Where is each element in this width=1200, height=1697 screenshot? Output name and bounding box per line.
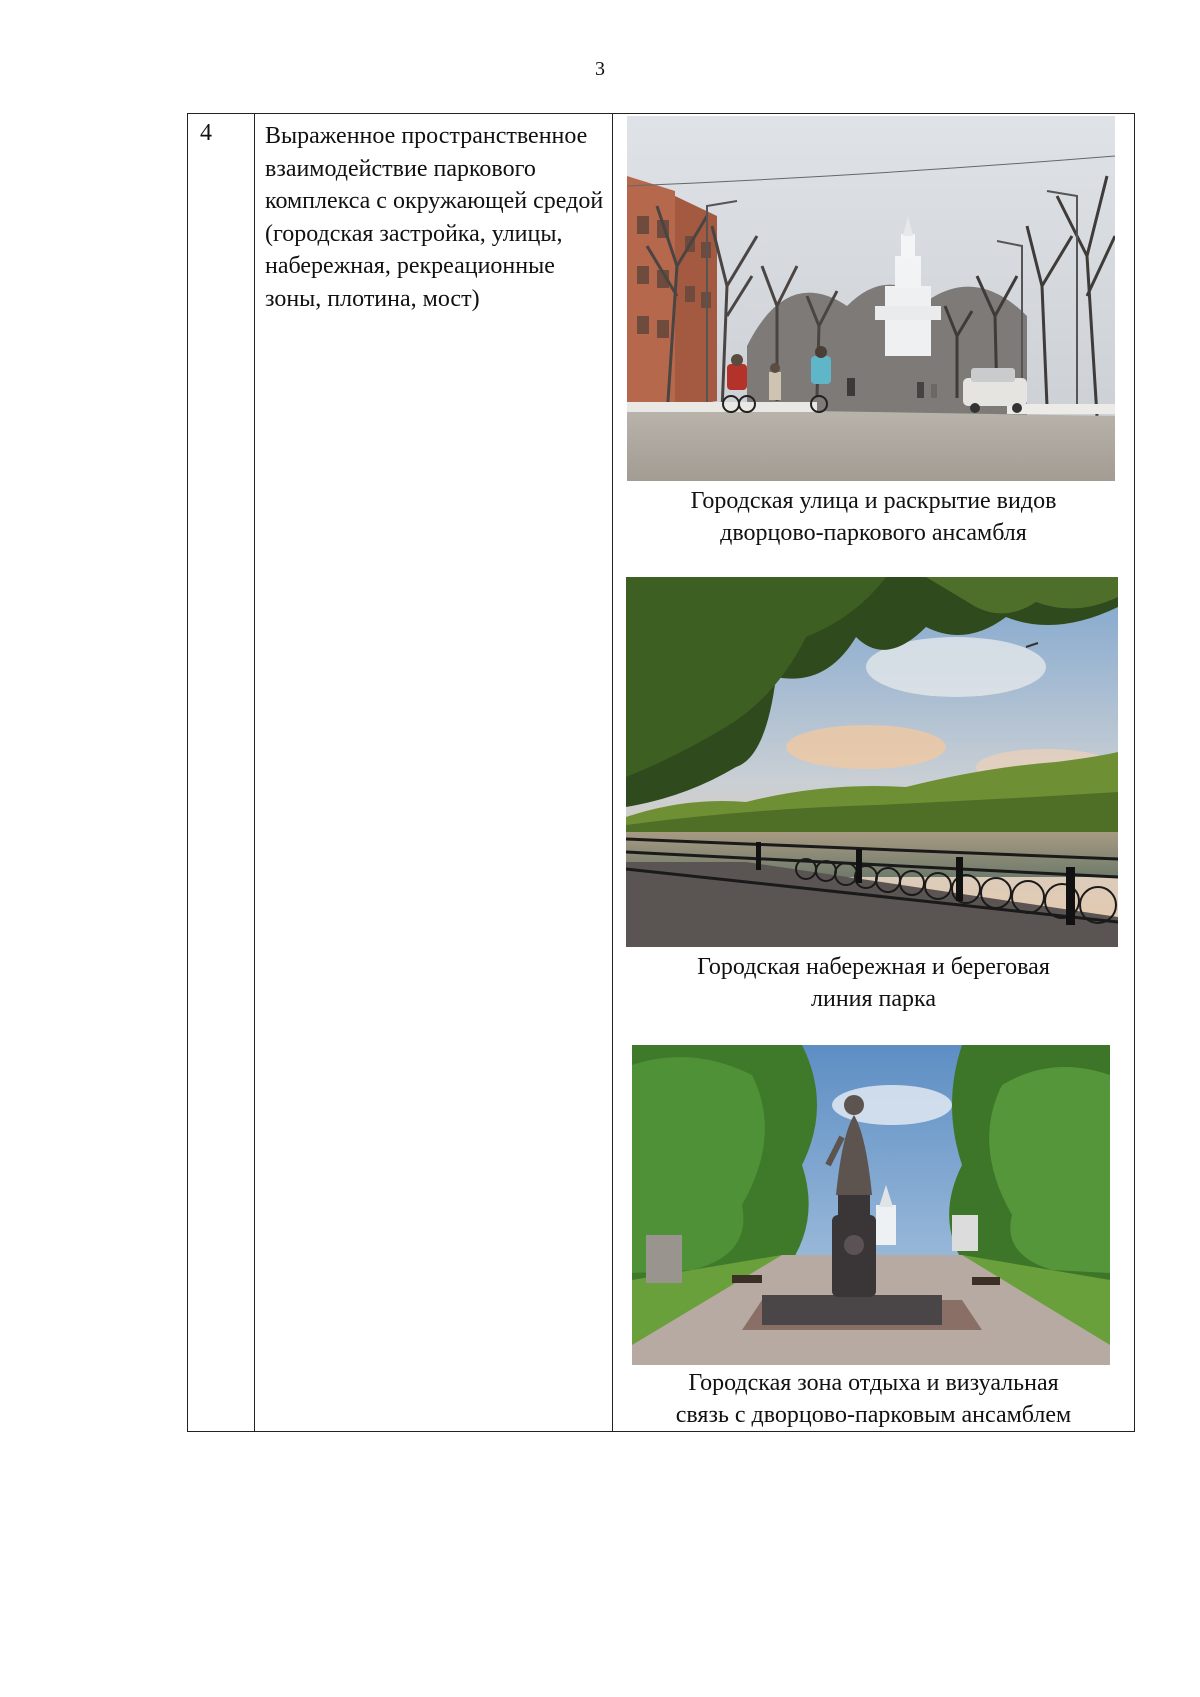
figure-monument [613, 1045, 1134, 1431]
row-number-cell [188, 114, 255, 1432]
monument-photo [632, 1045, 1110, 1365]
figure-street [613, 116, 1134, 549]
figure-caption: Городская набережная и береговая [697, 954, 1050, 980]
document-table [187, 113, 1135, 1432]
figure-caption: связь с дворцово-парковым ансамблем [675, 1402, 1072, 1428]
street-photo [627, 116, 1115, 481]
row-description: Выраженное пространственное взаимодействие паркового комплекса с окружающей средой (городская застройка, улицы, набережная, рекреационные зоны, плотина, мост) [265, 123, 604, 312]
page-number: 3 [595, 58, 605, 80]
figure-embankment [613, 577, 1134, 1015]
embankment-photo [626, 577, 1118, 947]
figure-caption: Городская улица и раскрытие видов [690, 488, 1057, 514]
figure-caption: дворцово-паркового ансамбля [720, 520, 1027, 546]
row-number: 4 [200, 120, 212, 146]
description-cell [255, 114, 613, 1432]
figure-caption: линия парка [811, 986, 936, 1012]
images-cell [613, 114, 1135, 1432]
table-row [188, 114, 1135, 1432]
figure-caption: Городская зона отдыха и визуальная [688, 1370, 1059, 1396]
